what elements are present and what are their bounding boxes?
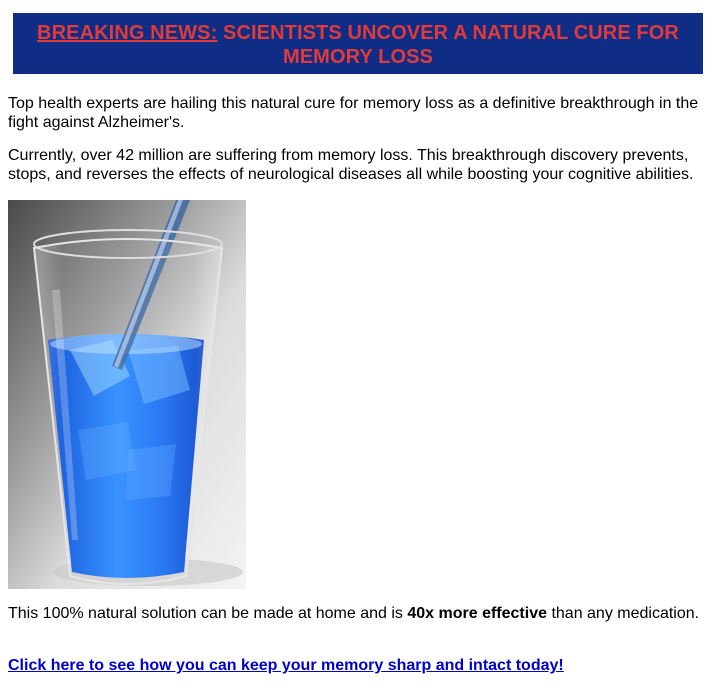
article-paragraph-2: Currently, over 42 million are suffering from memory loss. This breakthrough discovery prevents, stops, and reverses the effects of neurological diseases all while boosting your cognitive abilities. [8,147,694,183]
headline-banner [13,13,703,74]
cta-link[interactable]: Click here to see how you can keep your memory sharp and intact today! [8,657,564,674]
paragraph-3-text-before: This 100% natural solution can be made at home and is [8,605,408,622]
blue-drink-glass-image [8,200,246,589]
breaking-news-label: BREAKING NEWS: [37,22,218,44]
article-paragraph-3 [8,604,708,623]
paragraph-3-text-after: than any medication. [547,605,700,622]
article-paragraph-1: Top health experts are hailing this natural cure for memory loss as a definitive breakthrough in the fight against Alzheimer's. [8,95,699,131]
effectiveness-highlight: 40x more effective [407,605,547,622]
headline-text: SCIENTISTS UNCOVER A NATURAL CURE FOR MEMORY LOSS [223,22,679,68]
